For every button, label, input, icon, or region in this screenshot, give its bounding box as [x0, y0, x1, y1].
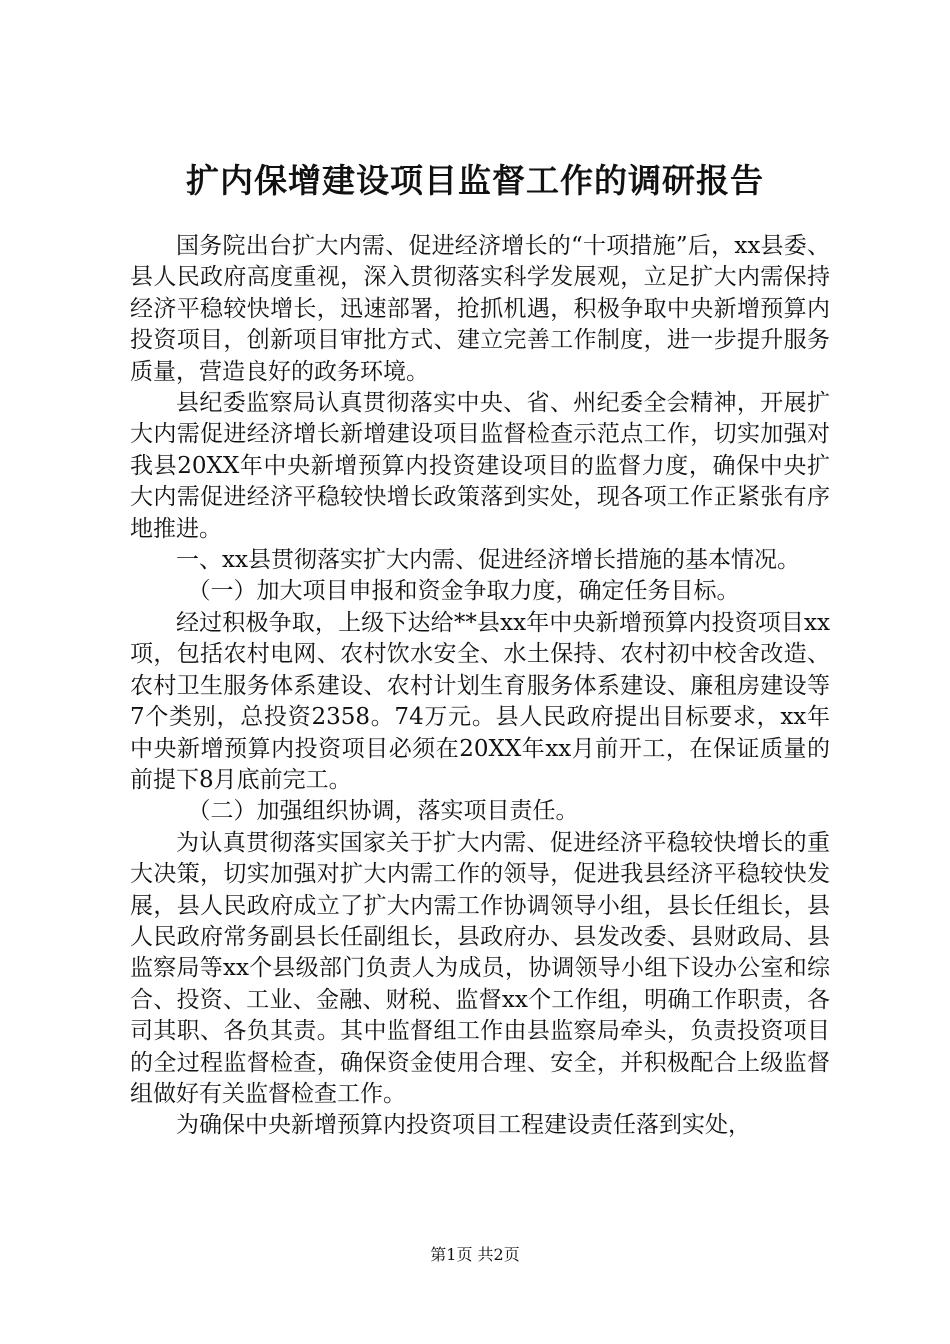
paragraph-intro: 国务院出台扩大内需、促进经济增长的“十项措施”后，xx县委、县人民政府高度重视，深入贯彻落实科学发展观，立足扩大内需保持经济平稳较快增长，迅速部署，抢抓机遇，积极争取中央新增预算内投资项目，创新项目审批方式、建立完善工作制度，进一步提升服务质量，营造良好的政务环境。 [130, 233, 830, 385]
subsection-heading-1: （一）加大项目申报和资金争取力度，确定任务目标。 [187, 578, 740, 605]
paragraph-commission: 县纪委监察局认真贯彻落实中央、省、州纪委全会精神，开展扩大内需促进经济增长新增建设项目监督检查示范点工作，切实加强对我县20XX年中央新增预算内投资建设项目的监督力度，确保中央扩大内需促进经济平稳较快增长政策落到实处，现各项工作正紧张有序地推进。 [130, 390, 830, 542]
paragraph-funding: 经过积极争取，上级下达给**县xx年中央新增预算内投资项目xx项，包括农村电网、农村饮水安全、水土保持、农村初中校舍改造、农村卫生服务体系建设、农村计划生育服务体系建设、廉租房建设等7个类别，总投资2358。74万元。县人民政府提出目标要求，xx年中央新增预算内投资项目必须在20XX年xx月前开工，在保证质量的前提下8月底前完工。 [130, 609, 830, 793]
document-title: 扩内保增建设项目监督工作的调研报告 [186, 161, 764, 200]
subsection-heading-2: （二）加强组织协调，落实项目责任。 [187, 798, 579, 825]
document-body [130, 231, 830, 1142]
page-footer: 第1页 共2页 [430, 1245, 520, 1264]
paragraph-responsibility: 为确保中央新增预算内投资项目工程建设责任落到实处， [176, 1112, 751, 1139]
section-heading-1: 一、xx县贯彻落实扩大内需、促进经济增长措施的基本情况。 [176, 547, 800, 574]
paragraph-organization: 为认真贯彻落实国家关于扩大内需、促进经济平稳较快增长的重大决策，切实加强对扩大内需工作的领导，促进我县经济平稳较快发展，县人民政府成立了扩大内需工作协调领导小组，县长任组长，县人民政府常务副县长任副组长，县政府办、县发改委、县财政局、县监察局等xx个县级部门负责人为成员，协调领导小组下设办公室和综合、投资、工业、金融、财税、监督xx个工作组，明确工作职责，各司其职、各负其责。其中监督组工作由县监察局牵头，负责投资项目的全过程监督检查，确保资金使用合理、安全，并积极配合上级监督组做好有关监督检查工作。 [130, 829, 830, 1107]
